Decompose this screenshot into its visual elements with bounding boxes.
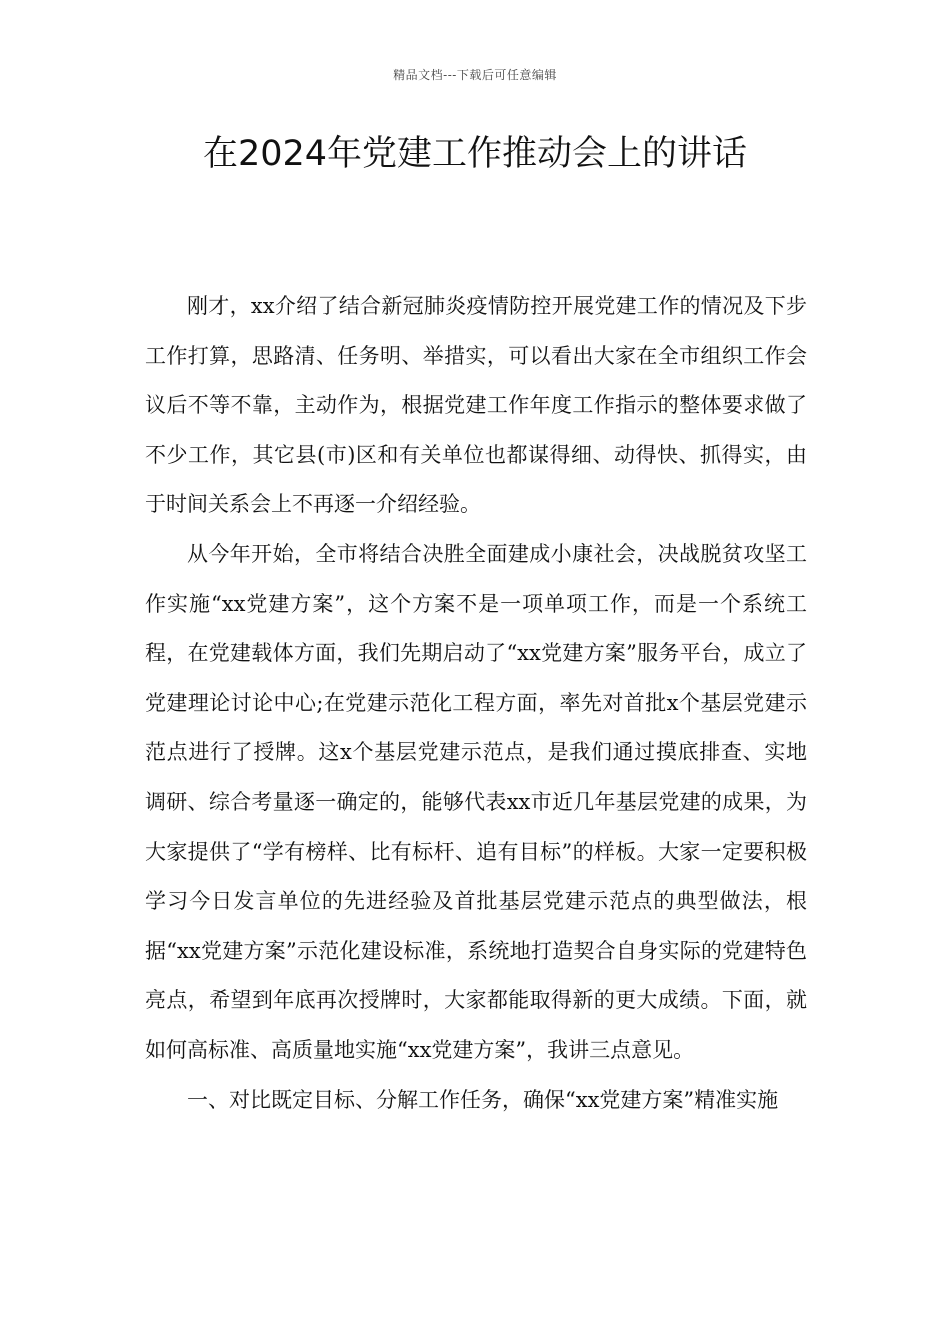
paragraph-1: 刚才，xx介绍了结合新冠肺炎疫情防控开展党建工作的情况及下步工作打算，思路清、任务明、举措实，可以看出大家在全市组织工作会议后不等不靠，主动作为，根据党建工作年度工作指示的整体要求做了不少工作，其它县(市)区和有关单位也都谋得细、动得快、抓得实，由于时间关系会上不再逐一介绍经验。 [145,294,807,517]
document-title: 在2024年党建工作推动会上的讲话 [202,134,748,174]
header-note: 精品文档---下载后可任意编辑 [393,68,557,82]
document-body [145,282,807,1125]
paragraph-3: 一、对比既定目标、分解工作任务，确保“xx党建方案”精准实施 [187,1087,779,1112]
paragraph-2: 从今年开始，全市将结合决胜全面建成小康社会，决战脱贫攻坚工作实施“xx党建方案”，这个方案不是一项单项工作，而是一个系统工程，在党建载体方面，我们先期启动了“xx党建方案”服务平台，成立了党建理论讨论中心;在党建示范化工程方面，率先对首批x个基层党建示范点进行了授牌。这x个基层党建示范点，是我们通过摸底排查、实地调研、综合考量逐一确定的，能够代表xx市近几年基层党建的成果，为大家提供了“学有榜样、比有标杆、追有目标”的样板。大家一定要积极学习今日发言单位的先进经验及首批基层党建示范点的典型做法，根据“xx党建方案”示范化建设标准，系统地打造契合自身实际的党建特色亮点，希望到年底再次授牌时，大家都能取得新的更大成绩。下面，就如何高标准、高质量地实施“xx党建方案”，我讲三点意见。 [145,541,807,1062]
